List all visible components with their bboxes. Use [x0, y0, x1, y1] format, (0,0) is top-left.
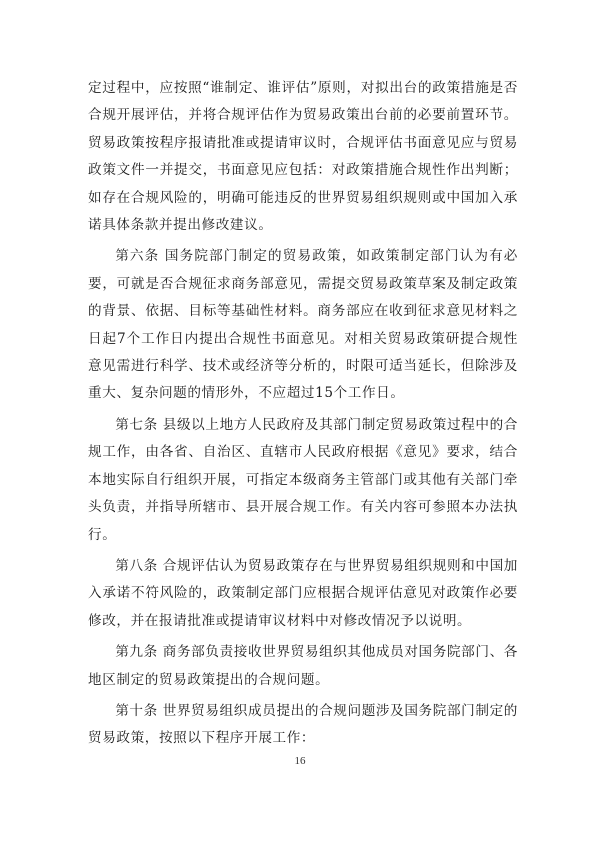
page-number: 16 — [294, 755, 306, 767]
paragraph-article-9: 第九条 商务部负责接收世界贸易组织其他成员对国务院部门、各地区制定的贸易政策提出的合规问题。 — [88, 644, 518, 688]
document-body — [88, 75, 518, 757]
paragraph-article-7: 第七条 县级以上地方人民政府及其部门制定贸易政策过程中的合规工作，由各省、自治区、直辖市人民政府根据《意见》要求，结合本地实际自行组织开展，可指定本级商务主管部门或其他有关部门牵头负责，并指导所辖市、县开展合规工作。有关内容可参照本办法执行。 — [88, 416, 518, 543]
paragraph-article-8: 第八条 合规评估认为贸易政策存在与世界贸易组织规则和中国加入承诺不符风险的，政策制定部门应根据合规评估意见对政策作必要修改，并在报请批准或提请审议材料中对修改情况予以说明。 — [88, 557, 518, 629]
paragraph-article-6: 第六条 国务院部门制定的贸易政策，如政策制定部门认为有必要，可就是否合规征求商务部意见，需提交贸易政策草案及制定政策的背景、依据、目标等基础性材料。商务部应在收到征求意见材料之日起7个工作日内提出合规性书面意见。对相关贸易政策研提合规性意见需进行科学、技术或经济等分析的，时限可适当延长，但除涉及重大、复杂问题的情形外，不应超过15个工作日。 — [88, 248, 518, 402]
paragraph-1: 定过程中，应按照“谁制定、谁评估”原则，对拟出台的政策措施是否合规开展评估，并将合规评估作为贸易政策出台前的必要前置环节。贸易政策按程序报请批准或提请审议时，合规评估书面意见应与贸易政策文件一并提交，书面意见应包括：对政策措施合规性作出判断；如存在合规风险的，明确可能违反的世界贸易组织规则或中国加入承诺具体条款并提出修改建议。 — [88, 80, 518, 234]
paragraph-article-10: 第十条 世界贸易组织成员提出的合规问题涉及国务院部门制定的贸易政策，按照以下程序开展工作： — [88, 702, 518, 747]
